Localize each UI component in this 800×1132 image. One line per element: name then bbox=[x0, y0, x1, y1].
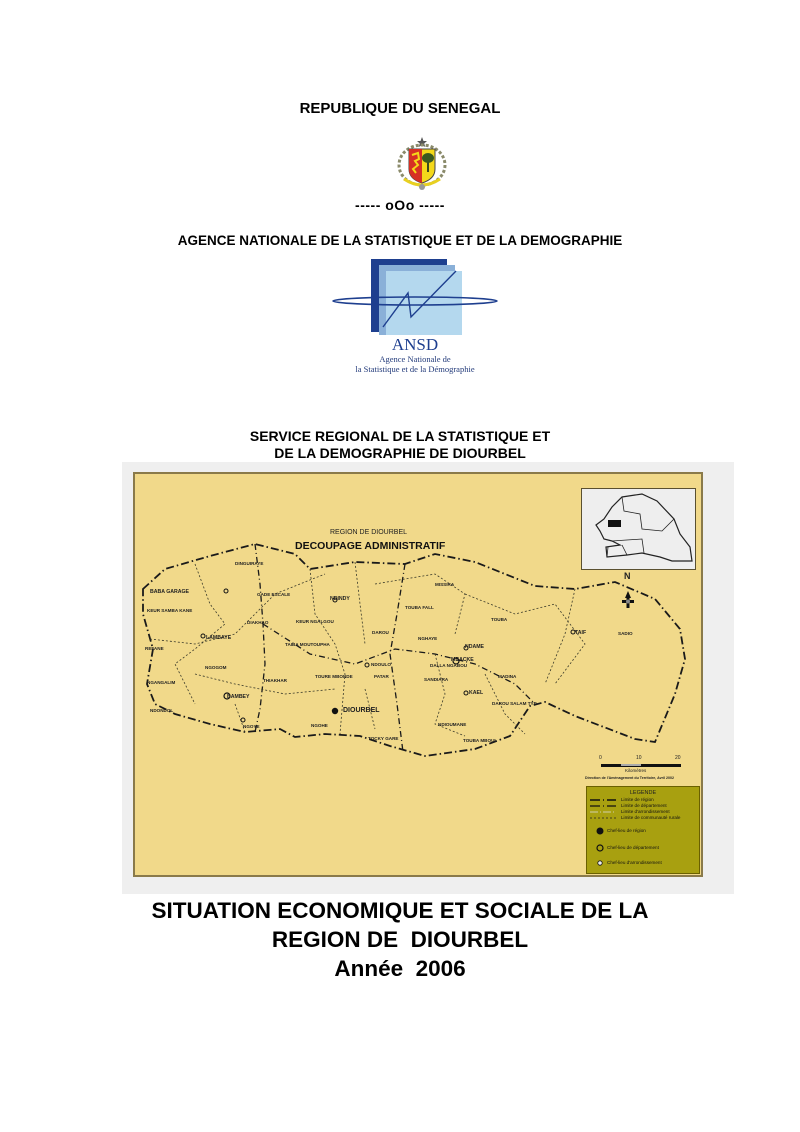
service-line1: SERVICE REGIONAL DE LA STATISTIQUE ET bbox=[249, 428, 551, 444]
legend-item: Chef-lieu de région bbox=[607, 828, 646, 833]
map-place-label: SADIO bbox=[618, 631, 633, 636]
report-title-line1: SITUATION ECONOMIQUE ET SOCIALE DE LA bbox=[151, 898, 649, 923]
report-title bbox=[0, 896, 800, 983]
administrative-map bbox=[133, 472, 703, 877]
map-place-label: KEUR SAMBA KANE bbox=[147, 608, 193, 613]
scale-unit: Kilomètres bbox=[625, 768, 647, 773]
senegal-inset-map bbox=[581, 488, 696, 570]
map-place-label: BAMBEY bbox=[227, 694, 250, 700]
map-place-label: DINGUIRAYE bbox=[235, 561, 264, 566]
map-place-label: NGOGOM bbox=[205, 665, 227, 670]
map-place-label: DIOURBEL bbox=[343, 707, 380, 714]
legend-item: Limite de région bbox=[621, 797, 654, 802]
map-place-label: NDINDY bbox=[330, 596, 350, 602]
map-place-label: REFANE bbox=[145, 646, 164, 651]
map-place-label: TOURE MBONDE bbox=[315, 674, 353, 679]
service-heading bbox=[0, 428, 800, 462]
map-place-label: NDOULO bbox=[371, 662, 391, 667]
map-title: DECOUPAGE ADMINISTRATIF bbox=[295, 540, 446, 552]
map-place-label: NGANGALIM bbox=[147, 680, 176, 685]
scale-bar-icon bbox=[601, 764, 681, 767]
ansd-acronym: ANSD bbox=[391, 335, 439, 354]
map-place-label: PATAR bbox=[374, 674, 389, 679]
ansd-name-line1: Agence Nationale de bbox=[379, 354, 451, 364]
report-year: Année 2006 bbox=[334, 956, 466, 981]
legend-line-symbols-icon bbox=[590, 797, 620, 827]
map-place-label: DAROU SALAM TYP bbox=[492, 701, 537, 706]
map-place-label: MISSIRA bbox=[435, 582, 455, 587]
map-legend bbox=[586, 786, 700, 874]
report-title-line2: REGION DE DIOURBEL bbox=[271, 927, 529, 952]
map-place-label: SANDIARA bbox=[424, 677, 449, 682]
ansd-name-line2: la Statistique et de la Démographie bbox=[355, 364, 475, 374]
senegal-coat-of-arms-icon bbox=[394, 135, 450, 191]
map-credit: Direction de l'Aménagement du Territoire, Avril 2002 bbox=[585, 776, 674, 780]
map-place-label: NGHAYE bbox=[418, 636, 438, 641]
legend-item: Limite d'arrondissement bbox=[621, 809, 670, 814]
map-place-label: MBACKE bbox=[451, 657, 474, 663]
map-place-label: DIAKHAO bbox=[247, 620, 269, 625]
map-place-label: NGOHE bbox=[311, 723, 328, 728]
legend-item: Limite de communauté rurale bbox=[621, 815, 681, 820]
map-place-label: LAMBAYE bbox=[206, 635, 232, 641]
scale-tick-20: 20 bbox=[675, 755, 681, 761]
agency-heading: AGENCE NATIONALE DE LA STATISTIQUE ET DE LA DEMOGRAPHIE bbox=[177, 233, 623, 248]
map-region-label: REGION DE DIOURBEL bbox=[330, 529, 408, 536]
ansd-logo-graphic-icon bbox=[330, 255, 500, 335]
ansd-full-name bbox=[330, 354, 500, 374]
north-label: N bbox=[624, 571, 631, 581]
ansd-logo bbox=[330, 255, 500, 403]
separator: ----- oOo ----- bbox=[355, 197, 445, 213]
map-place-label: TOCKY GARE bbox=[368, 736, 399, 741]
map-place-label: TOUBA bbox=[491, 617, 508, 622]
map-place-label: MADINA bbox=[498, 674, 517, 679]
map-place-label: TOUBA MBOUL bbox=[463, 738, 498, 743]
map-place-label: KEUR NGALGOU bbox=[296, 619, 334, 624]
legend-item: Limite de département bbox=[621, 803, 667, 808]
map-place-label: NDAME bbox=[465, 644, 485, 650]
map-place-label: THIAKHAR bbox=[263, 678, 287, 683]
map-place-label: TOUBA FALL bbox=[405, 605, 434, 610]
map-place-label: TAIBA MOUTOUPHA bbox=[285, 642, 330, 647]
scale-tick-0: 0 bbox=[599, 755, 602, 761]
map-place-label: NDONDOL bbox=[150, 708, 174, 713]
scale-tick-10: 10 bbox=[636, 755, 642, 761]
map-place-label: DALLA NGABOU bbox=[430, 663, 468, 668]
service-line2: DE LA DEMOGRAPHIE DE DIOURBEL bbox=[274, 445, 526, 461]
map-place-label: KAEL bbox=[469, 690, 484, 696]
map-place-label: NDIOUMANE bbox=[438, 722, 467, 727]
legend-point-symbols-icon bbox=[595, 827, 607, 871]
map-place-label: TAIF bbox=[575, 630, 587, 636]
north-arrow-icon bbox=[622, 591, 634, 608]
legend-item: Chef-lieu d'arrondissement bbox=[607, 860, 662, 865]
country-heading: REPUBLIQUE DU SENEGAL bbox=[299, 100, 501, 117]
map-place-label: GADE ESCALE bbox=[257, 592, 291, 597]
legend-item: Chef-lieu de département bbox=[607, 845, 659, 850]
map-panel bbox=[122, 462, 734, 894]
senegal-outline-icon bbox=[582, 489, 694, 568]
map-place-label: BABA GARAGE bbox=[150, 589, 190, 595]
map-place-label: NGOYE bbox=[243, 724, 260, 729]
legend-title: LEGENDE bbox=[629, 790, 657, 796]
map-place-label: DAROU bbox=[372, 630, 389, 635]
